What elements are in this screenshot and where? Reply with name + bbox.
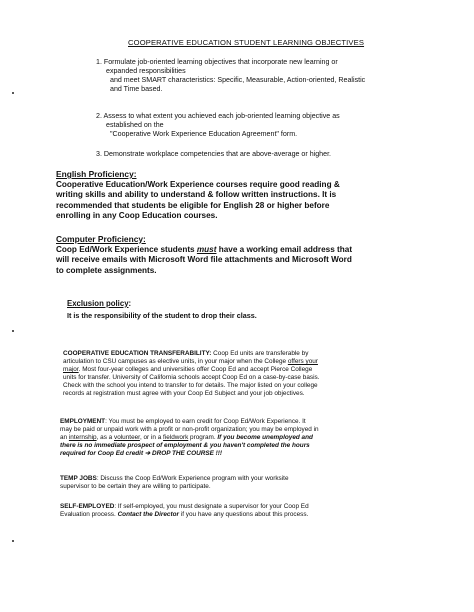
transferability-line-5: Check with the school you intend to transfer to for details. The major listed on your college — [63, 382, 318, 390]
english-proficiency-heading: English Proficiency: — [56, 169, 137, 179]
computer-line-1 — [56, 245, 428, 255]
computer-line-1-pre: Coop Ed/Work Experience students — [56, 245, 197, 254]
transferability-line-1-rest: Coop Ed units are transferable by — [211, 350, 309, 357]
english-line-2: writing skills and ability to understand & follow written instructions. It is — [56, 190, 337, 200]
transferability-line-3 — [63, 366, 433, 374]
objective-2-line-3: "Cooperative Work Experience Education Agreement" form. — [110, 130, 298, 138]
temp-jobs-paragraph — [60, 475, 430, 491]
transferability-line-3-rest: . Most four-year colleges and universities offer Coop Ed and accept Pierce College — [78, 366, 313, 374]
objective-1-line-4: and Time based. — [110, 85, 163, 93]
transferability-lead: COOPERATIVE EDUCATION TRANSFERABILITY: — [63, 350, 212, 357]
scan-speck — [12, 330, 14, 332]
exclusion-policy-colon: : — [128, 299, 132, 308]
objective-1 — [96, 58, 432, 94]
employment-warning-3: required for Coop Ed credit ➔ DROP THE COURSE !!! — [60, 450, 223, 458]
employment-line-3 — [60, 434, 430, 442]
employment-warning-2: there is no immediate prospect of employment & you haven't completed the hours — [60, 442, 310, 450]
transferability-line-4: units for transfer. University of California schools accept Coop Ed on a case-by-case basis. — [63, 374, 320, 382]
employment-line-1 — [60, 418, 430, 426]
english-proficiency-text — [56, 180, 428, 222]
objective-3 — [96, 150, 432, 159]
self-employed-paragraph — [60, 503, 430, 519]
self-employed-line-2 — [60, 511, 430, 519]
computer-proficiency-heading: Computer Proficiency: — [56, 234, 146, 244]
exclusion-policy-label: Exclusion policy — [67, 299, 129, 308]
self-employed-line-2-post: if you have any questions about this process. — [179, 511, 309, 519]
exclusion-policy-heading — [67, 299, 131, 308]
scan-speck — [12, 540, 14, 542]
computer-proficiency-text — [56, 245, 428, 276]
objective-3-line-1: 3. Demonstrate workplace competencies that are above-average or higher. — [96, 150, 332, 158]
transferability-major: major — [63, 366, 79, 374]
exclusion-policy-text: It is the responsibility of the student to drop their class. — [67, 311, 257, 320]
employment-line-3-c: , or in a — [139, 434, 164, 442]
temp-jobs-lead: TEMP JOBS — [60, 475, 97, 482]
computer-line-1-post: have a working email address that — [216, 245, 353, 254]
objective-2-line-1: 2. Assess to what extent you achieved each job-oriented learning objective as — [96, 112, 340, 120]
computer-line-2: will receive emails with Microsoft Word file attachments and Microsoft Word — [56, 255, 352, 265]
employment-paragraph — [60, 418, 430, 458]
employment-line-2: may be paid or unpaid work with a profit or non-profit organization; you may be employed in — [60, 426, 319, 434]
contact-director-emphasis: Contact the Director — [117, 511, 179, 519]
transferability-offers-your: offers your — [287, 358, 318, 366]
self-employed-lead: SELF-EMPLOYED — [60, 503, 115, 510]
temp-jobs-line-2: supervisor to be certain they are willing to participate. — [60, 483, 211, 491]
temp-jobs-line-1 — [60, 475, 430, 483]
employment-fieldwork: fieldwork — [163, 434, 189, 442]
transferability-paragraph — [63, 350, 433, 399]
employment-line-3-b: , as a — [96, 434, 115, 442]
temp-jobs-line-1-rest: : Discuss the Coop Ed/Work Experience program with your worksite — [96, 475, 289, 482]
employment-internship: internship — [68, 434, 97, 442]
employment-line-1-rest: : You must be employed to earn credit for Coop Ed/Work Experience. It — [105, 418, 306, 425]
objective-2-line-2: established on the — [106, 121, 164, 129]
objective-1-line-1: 1. Formulate job-oriented learning objectives that incorporate new learning or — [96, 58, 338, 66]
objective-1-line-2: expanded responsibilities — [106, 67, 186, 75]
english-line-4: enrolling in any Coop Education courses. — [56, 211, 218, 221]
objective-2 — [96, 112, 432, 139]
employment-volunteer: volunteer — [114, 434, 140, 442]
computer-must-emphasis: must — [196, 245, 217, 254]
self-employed-line-2-pre: Evaluation process. — [60, 511, 118, 519]
employment-lead: EMPLOYMENT — [60, 418, 106, 425]
employment-warning-1: If you become unemployed and — [217, 434, 313, 442]
computer-line-3: to complete assignments. — [56, 265, 157, 275]
english-line-1: Cooperative Education/Work Experience courses require good reading & — [56, 180, 340, 189]
transferability-line-2-text: articulation to CSU campuses as elective units, in your major when the College — [63, 358, 288, 366]
employment-line-3-a: an — [60, 434, 69, 442]
scan-speck — [12, 92, 14, 94]
self-employed-line-1-rest: : If self-employed, you must designate a supervisor for your Coop Ed — [114, 503, 309, 510]
transferability-line-6: records at registration must agree with your Coop Ed Subject and your job objectives. — [63, 390, 305, 398]
transferability-line-2 — [63, 358, 433, 366]
page-title: COOPERATIVE EDUCATION STUDENT LEARNING OBJECTIVES — [128, 38, 365, 47]
employment-line-3-d: program. — [188, 434, 218, 442]
english-line-3: recommended that students be eligible for English 28 or higher before — [56, 200, 330, 210]
self-employed-line-1 — [60, 503, 430, 511]
transferability-line-1 — [63, 350, 433, 358]
objective-1-line-3: and meet SMART characteristics: Specific, Measurable, Action-oriented, Realistic — [110, 76, 366, 84]
